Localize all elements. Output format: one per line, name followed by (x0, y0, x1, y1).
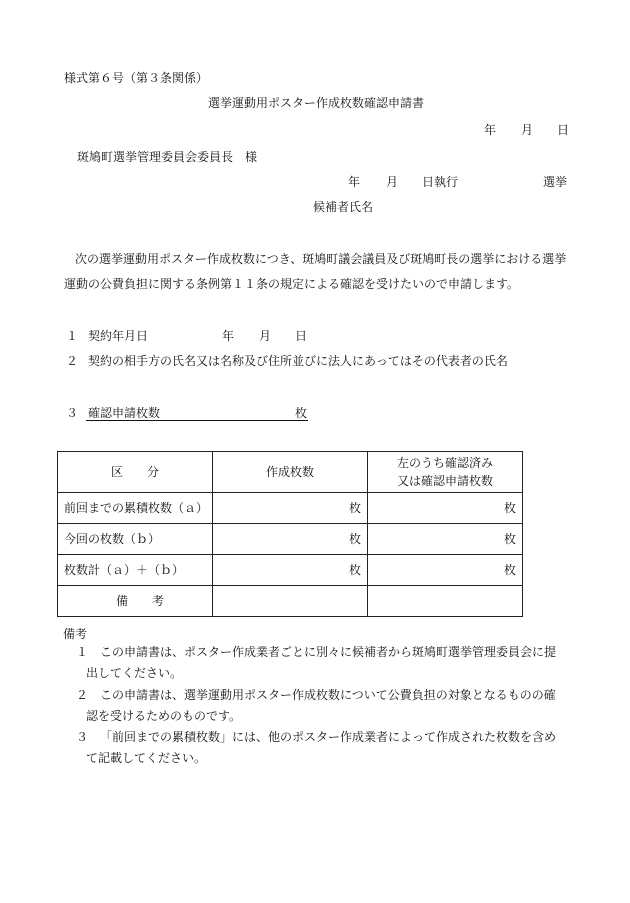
date-month: 月 (521, 123, 534, 137)
item-2-label: 契約の相手方の氏名又は名称及び住所並びに法人にあってはその代表者の氏名 (88, 354, 508, 368)
note-3-text: 「前回までの累積枚数」には、他のポスター作成業者によって作成された枚数を含めて記載してください。 (86, 730, 557, 765)
header-confirmed-line1: 左のうち確認済み (396, 456, 493, 470)
item-3-underline (86, 420, 308, 421)
date-day: 日 (557, 123, 570, 137)
notes-heading: 備考 (63, 627, 88, 641)
item-1-label: 契約年月日 (88, 329, 149, 343)
remarks-cell (213, 586, 368, 617)
table-remarks-row (58, 586, 523, 617)
item-3-no: ３ (66, 406, 79, 420)
note-2-text: この申請書は、選挙運動用ポスター作成枚数について公費負担の対象となるものの確認を受けるためのものです。 (86, 688, 556, 723)
note-2-no: ２ (76, 688, 89, 702)
row-label: 枚数計（ａ）＋（ｂ） (58, 555, 213, 586)
header-created-count: 作成枚数 (213, 452, 368, 493)
date-year: 年 (484, 123, 497, 137)
note-1 (76, 642, 566, 684)
remarks-cell (368, 586, 523, 617)
row-unit: 枚 (213, 493, 368, 524)
election-month: 月 (386, 175, 399, 189)
row-unit: 枚 (368, 493, 523, 524)
row-unit: 枚 (368, 555, 523, 586)
row-unit: 枚 (213, 524, 368, 555)
election-kind: 選挙 (543, 175, 568, 189)
note-1-text: この申請書は、ポスター作成業者ごとに別々に候補者から斑鳩町選挙管理委員会に提出してください。 (86, 645, 557, 680)
candidate-label: 候補者氏名 (313, 200, 374, 214)
header-confirmed-line2: 又は確認申請枚数 (396, 474, 493, 488)
item-3-label: 確認申請枚数 (88, 406, 161, 420)
item-1-year: 年 (222, 329, 235, 343)
table-row (58, 493, 523, 524)
body-text-line2: 運動の公費負担に関する条例第１１条の規定による確認を受けたいので申請します。 (64, 277, 520, 291)
row-label: 前回までの累積枚数（ａ） (58, 493, 213, 524)
election-year: 年 (348, 175, 361, 189)
row-unit: 枚 (213, 555, 368, 586)
item-3-unit: 枚 (295, 406, 308, 420)
form-label: 様式第６号（第３条関係） (64, 71, 209, 85)
table-header-row (58, 452, 523, 493)
item-2-no: ２ (66, 354, 79, 368)
note-3 (76, 727, 566, 769)
table-row (58, 524, 523, 555)
note-3-no: ３ (76, 730, 89, 744)
header-category: 区 分 (58, 452, 213, 493)
table-row (58, 555, 523, 586)
poster-count-table (57, 451, 523, 617)
header-confirmed-count (368, 452, 523, 493)
addressee: 斑鳩町選挙管理委員会委員長 様 (77, 150, 258, 164)
row-unit: 枚 (368, 524, 523, 555)
remarks-label: 備 考 (58, 586, 213, 617)
note-2 (76, 685, 566, 727)
body-text-line1: 次の選挙運動用ポスター作成枚数につき、斑鳩町議会議員及び斑鳩町長の選挙における選挙 (75, 252, 567, 266)
item-1-no: １ (66, 329, 79, 343)
item-1-month: 月 (259, 329, 272, 343)
election-exec: 日執行 (422, 175, 459, 189)
item-1-day: 日 (295, 329, 308, 343)
note-1-no: １ (76, 645, 89, 659)
document-title: 選挙運動用ポスター作成枚数確認申請書 (208, 96, 425, 110)
row-label: 今回の枚数（ｂ） (58, 524, 213, 555)
